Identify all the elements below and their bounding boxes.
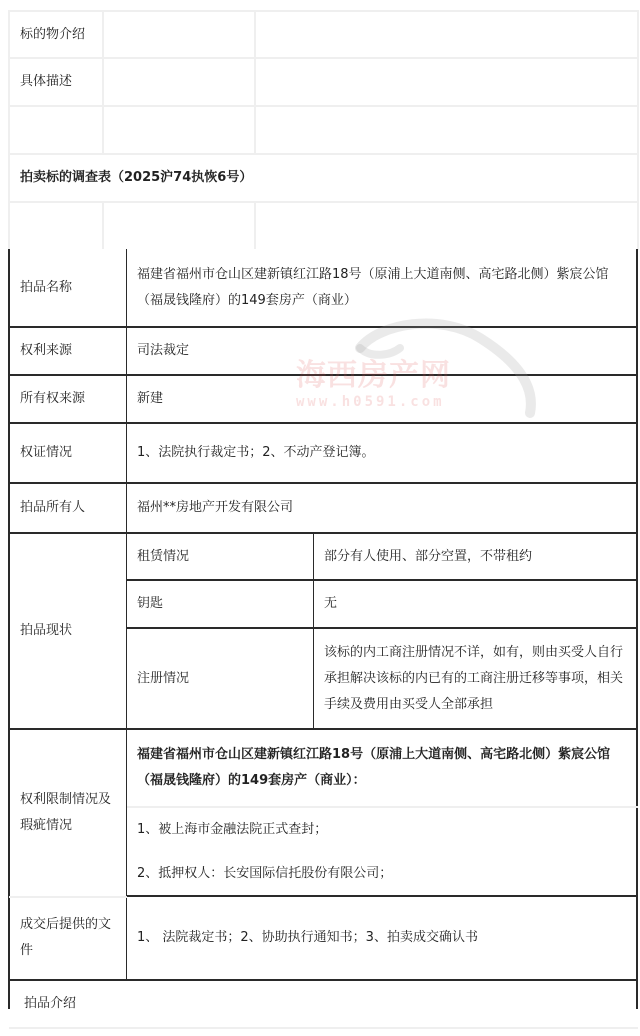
row-cell <box>256 12 636 57</box>
value-keys: 无 <box>324 596 338 611</box>
value-ownership-source: 新建 <box>137 391 164 406</box>
label-right-source: 权利来源 <box>20 343 73 358</box>
restriction-item: 1、被上海市金融法院正式查封； <box>137 822 328 837</box>
label-lot-intro: 拍品介绍 <box>24 996 77 1011</box>
divider <box>9 1027 638 1029</box>
watermark-url: www.h0591.com <box>296 394 445 410</box>
label-lease: 租赁情况 <box>137 548 190 564</box>
restrictions-heading: 福建省福州市仓山区建新镇红江路18号（原浦上大道南侧、高宅路北侧）紫宸公馆（福晟钱隆府）的149套房产（商业）： <box>137 747 611 788</box>
value-lease: 部分有人使用、部分空置，不带租约 <box>324 548 533 564</box>
label-owner: 拍品所有人 <box>20 500 86 515</box>
row-cell <box>104 203 254 249</box>
divider <box>637 10 639 250</box>
table-title: 拍卖标的调查表（2025沪74执恢6号） <box>20 170 253 185</box>
label-certificate: 权证情况 <box>20 445 73 460</box>
label-lot-name: 拍品名称 <box>20 279 73 295</box>
value-right-source: 司法裁定 <box>137 343 190 358</box>
row-cell <box>104 59 254 105</box>
value-registration: 该标的内工商注册情况不详，如有，则由买受人自行承担解决该标的内已有的工商注册迁移等事项，相关手续及费用由买受人全部承担 <box>324 644 624 712</box>
value-lot-name: 福建省福州市仓山区建新镇红江路18号（原浦上大道南侧、高宅路北侧）紫宸公馆（福晟钱隆府）的149套房产（商业） <box>137 266 609 308</box>
restriction-item: 2、抵押权人：长安国际信托股份有限公司； <box>137 865 393 881</box>
row-cell <box>256 203 636 249</box>
value-owner: 福州**房地产开发有限公司 <box>137 500 294 515</box>
label-ownership-source: 所有权来源 <box>20 391 86 406</box>
label-keys: 钥匙 <box>137 596 164 611</box>
row-cell <box>104 107 254 153</box>
watermark-text: 海西房产网 <box>296 358 451 393</box>
label-restrictions: 权利限制情况及瑕疵情况 <box>20 792 112 833</box>
row-label-empty <box>10 107 102 153</box>
label-registration: 注册情况 <box>137 670 190 686</box>
row-label-description: 具体描述 <box>20 74 73 89</box>
row-label-empty <box>10 203 102 249</box>
label-documents: 成交后提供的文件 <box>20 917 112 958</box>
row-cell <box>104 12 254 57</box>
label-lot-status: 拍品现状 <box>20 623 73 638</box>
value-documents: 1、 法院裁定书；2、协助执行通知书；3、拍卖成交确认书 <box>137 930 478 945</box>
row-cell <box>256 107 636 153</box>
row-cell <box>256 59 636 105</box>
row-label-subject-intro: 标的物介绍 <box>20 26 86 42</box>
value-certificate: 1、法院执行裁定书；2、不动产登记簿。 <box>137 445 375 460</box>
